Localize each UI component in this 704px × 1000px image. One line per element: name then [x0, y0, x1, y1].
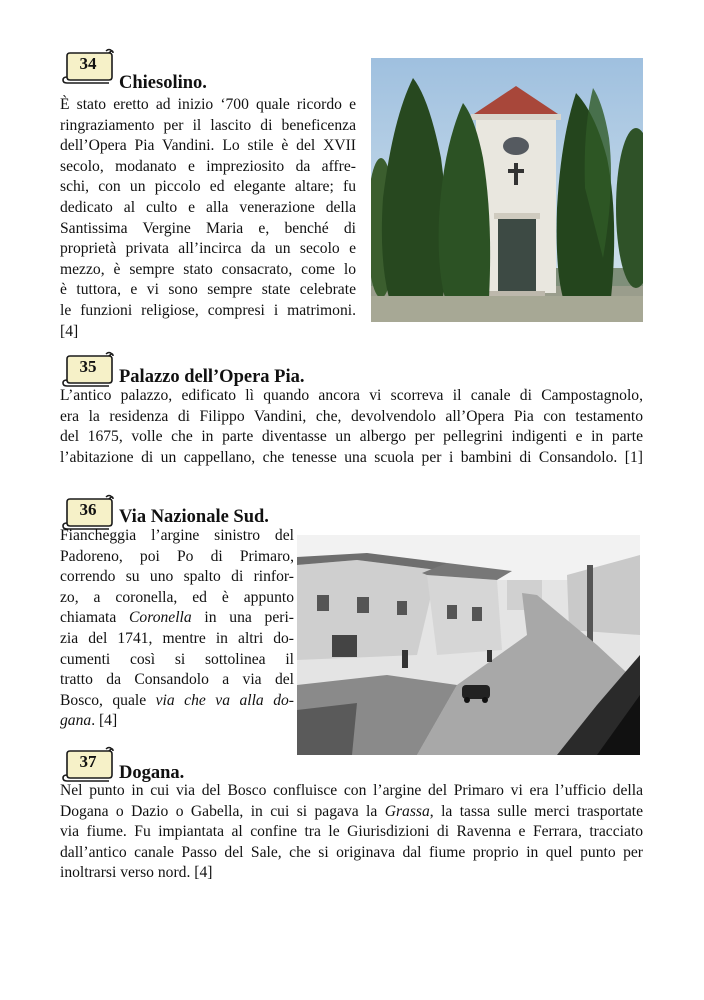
text-line: dall’antico canale Passo del Sale, che si originava dal fiume proprio in quel punto per [60, 843, 643, 861]
text-line: Nel punto in cui via del Bosco confluisce con l’argine del Primaro vi era l’ufficio della [60, 782, 643, 799]
text-line: secolo, modanato e impreziosito da affre- [60, 157, 356, 175]
text-line: Dogana o Dazio o Gabella, in cui si pagava la Grassa, la tassa sulle merci trasportate [60, 802, 643, 820]
text-line: le funzioni religiose, compresi i matrimoni. [60, 301, 356, 319]
road-photo [297, 535, 640, 755]
section-title: Dogana. [119, 763, 185, 783]
section-body [60, 781, 643, 884]
italic-term: via che va alla do- [155, 691, 294, 709]
section-body [60, 386, 643, 468]
text-line: Bosco, quale via che va alla do- [60, 691, 294, 709]
section-number: 34 [79, 54, 97, 73]
section-title: Chiesolino. [119, 73, 207, 93]
section-number: 35 [79, 357, 97, 376]
italic-term: gana [60, 712, 92, 730]
italic-term: Coronella [129, 609, 192, 627]
text-line: chiamata Coronella in una peri- [60, 609, 294, 627]
text-line: inoltrarsi verso nord. [4] [60, 864, 213, 882]
text-line: del 1675, volle che in parte diventasse un albergo per pellegrini indigenti e in parte [60, 428, 643, 446]
section-body [60, 95, 356, 342]
text-line: L’antico palazzo, edificato lì quando ancora vi scorreva il canale di Campostagnolo, [60, 387, 643, 404]
text-line: schi, con un piccolo ed elegante altare; fu [60, 178, 356, 196]
chapel-photo [371, 58, 643, 322]
text-line: È stato eretto ad inizio ‘700 quale ricordo e [60, 96, 356, 113]
text-line: cumenti così si sottolinea il [60, 650, 294, 668]
text-line: Santissima Vergine Maria e, benché di [60, 219, 356, 237]
text-line: zo, a coronella, ed è appunto [60, 588, 294, 606]
section-number: 37 [79, 752, 97, 771]
text-line: zia del 1741, mentre in altri do- [60, 629, 294, 647]
text-line: proprietà privata all’incirca da un secolo e [60, 240, 356, 258]
text-line: gana. [4] [60, 712, 118, 730]
section-number-badge [62, 746, 114, 780]
text-line: tratto da Consandolo a via del [60, 671, 294, 689]
text-line: dell’Opera Pia Vandini. Lo stile è del XVII [60, 137, 356, 155]
text-line: è tuttora, e vi sono sempre state celebrate [60, 281, 356, 299]
text-line: correndo su uno spalto di rinfor- [60, 568, 294, 586]
text-line: ringraziamento per il lascito di beneficenza [60, 116, 356, 134]
text-line: Padoreno, poi Po di Primaro, [60, 547, 294, 565]
text-line: via fiume. Fu impiantata al confine tra le Giurisdizioni di Ravenna e Ferrara, tracciato [60, 823, 643, 841]
section-title: Via Nazionale Sud. [119, 507, 269, 527]
italic-term: Grassa [384, 802, 430, 820]
text-line: dedicato al culto e alla venerazione della [60, 198, 356, 216]
text-line: l’abitazione di un cappellano, che tenesse una scuola per i bambini di Consandolo. [1] [60, 448, 643, 466]
section-title: Palazzo dell’Opera Pia. [119, 367, 305, 387]
section-number-badge [62, 48, 114, 82]
section-number: 36 [79, 500, 97, 519]
text-line: era la residenza di Filippo Vandini, che, devolvendolo all’Opera Pia con testamento [60, 407, 643, 425]
text-line: Fiancheggia l’argine sinistro del [60, 527, 294, 544]
section-number-badge [62, 494, 114, 528]
text-line: mezzo, è sempre stato consacrato, come lo [60, 260, 356, 278]
section-body [60, 526, 294, 732]
section-number-badge [62, 351, 114, 385]
text-line: [4] [60, 322, 79, 340]
